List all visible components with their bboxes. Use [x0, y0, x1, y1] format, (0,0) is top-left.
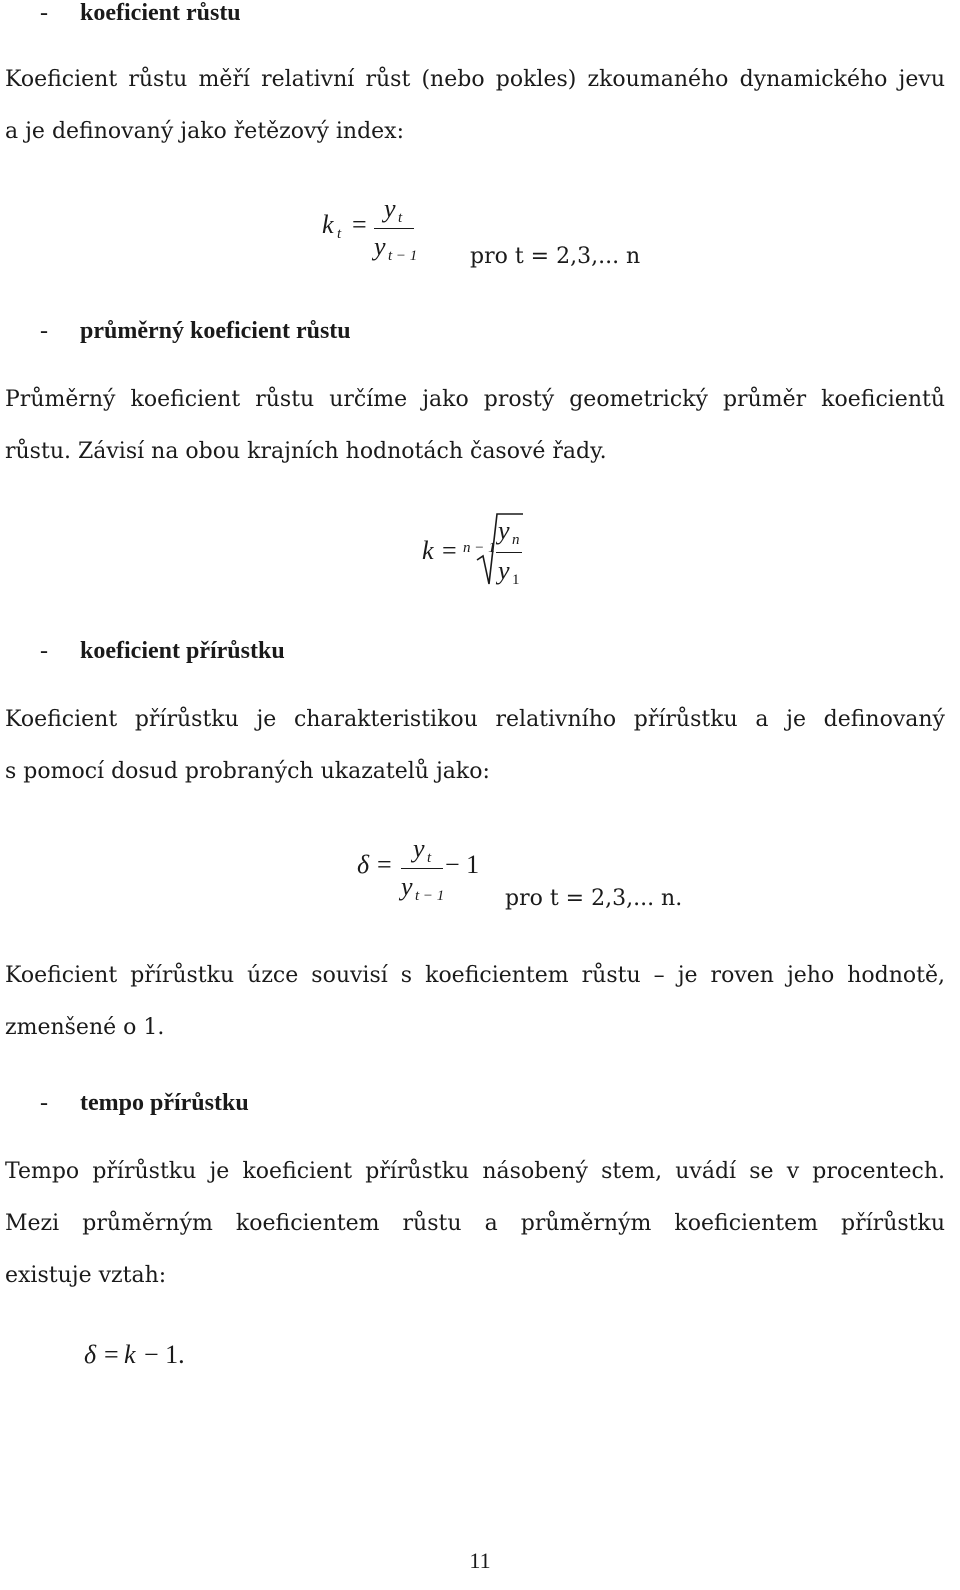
formula-denominator-symbol: y [401, 872, 413, 901]
formula-lhs-symbol: δ [84, 1340, 97, 1369]
formula-koeficient-rustu [320, 190, 640, 280]
paragraph-line: existuje vztah: [5, 1263, 167, 1288]
formula-numerator-subscript: n [512, 532, 520, 548]
paragraph-line: Koeficient růstu měří relativní růst (nebo pokles) zkoumaného dynamického jevu [5, 67, 945, 92]
formula-denominator-symbol: y [498, 556, 510, 585]
formula-lhs-subscript: t [337, 226, 342, 242]
formula-numerator-symbol: y [413, 834, 425, 863]
paragraph-line: Koeficient přírůstku úzce souvisí s koeficientem růstu – je roven jeho hodnotě, [5, 963, 945, 988]
fraction-bar [401, 868, 443, 869]
heading-dash: - [40, 318, 48, 344]
formula-note: pro t = 2,3,... n. [505, 886, 683, 911]
formula-denominator-symbol: y [374, 232, 386, 261]
formula-root-index: n − 1 [463, 540, 496, 556]
page-number: 11 [469, 1548, 491, 1573]
formula-denominator-subscript: t − 1 [388, 248, 418, 264]
heading-title: průměrný koeficient růstu [80, 318, 351, 344]
heading-title: tempo přírůstku [80, 1090, 249, 1116]
paragraph-koeficient-prirustku-relation [5, 950, 945, 1054]
section-heading-koeficient-rustu [0, 0, 960, 30]
paragraph-line: a je definovaný jako řetězový index: [5, 119, 404, 144]
paragraph-line: s pomocí dosud probraných ukazatelů jako: [5, 759, 490, 784]
paragraph-line: zmenšené o 1. [5, 1015, 165, 1040]
section-heading-prumerny-koeficient-rustu [0, 318, 960, 348]
paragraph-line: Průměrný koeficient růstu určíme jako prostý geometrický průměr koeficientů [5, 387, 945, 412]
paragraph-line: Mezi průměrným koeficientem růstu a průměrným koeficientem přírůstku [5, 1211, 945, 1236]
paragraph-line: Koeficient přírůstku je charakteristikou relativního přírůstku a je definovaný [5, 707, 945, 732]
formula-equals: = [377, 850, 392, 879]
section-heading-tempo-prirustku [0, 1090, 960, 1120]
paragraph-prumerny-koeficient-rustu [5, 374, 945, 478]
heading-dash: - [40, 0, 48, 26]
heading-dash: - [40, 1090, 48, 1116]
formula-lhs-symbol: k [422, 536, 434, 565]
paragraph-koeficient-prirustku [5, 694, 945, 798]
section-heading-koeficient-prirustku [0, 638, 960, 668]
heading-dash: - [40, 638, 48, 664]
formula-denominator-subscript: t − 1 [415, 888, 445, 904]
formula-numerator-subscript: t [398, 210, 403, 226]
formula-equals: = [352, 210, 367, 239]
formula-numerator-symbol: y [498, 516, 510, 545]
formula-rhs-rest: − 1. [144, 1340, 185, 1369]
formula-koeficient-prirustku [355, 830, 695, 920]
formula-lhs-symbol: k [322, 210, 334, 239]
paragraph-line: růstu. Závisí na obou krajních hodnotách časové řady. [5, 439, 607, 464]
paragraph-tempo-prirustku [5, 1146, 945, 1302]
formula-numerator-subscript: t [427, 850, 432, 866]
heading-title: koeficient přírůstku [80, 638, 285, 664]
fraction-bar [496, 552, 522, 553]
heading-title: koeficient růstu [80, 0, 241, 26]
formula-numerator-symbol: y [384, 194, 396, 223]
formula-rhs-symbol: k [124, 1340, 136, 1369]
formula-note: pro t = 2,3,... n [470, 244, 641, 269]
formula-denominator-subscript: 1 [512, 572, 520, 588]
formula-lhs-symbol: δ [357, 850, 370, 879]
formula-tempo-prirustku [82, 1338, 242, 1378]
paragraph-koeficient-rustu [5, 54, 945, 158]
fraction-bar [374, 228, 414, 229]
formula-minus-one: − 1 [445, 850, 480, 879]
formula-equals: = [442, 536, 457, 565]
formula-prumerny-koeficient-rustu [420, 510, 560, 600]
formula-equals: = [104, 1340, 119, 1369]
paragraph-line: Tempo přírůstku je koeficient přírůstku násobený stem, uvádí se v procentech. [5, 1159, 945, 1184]
